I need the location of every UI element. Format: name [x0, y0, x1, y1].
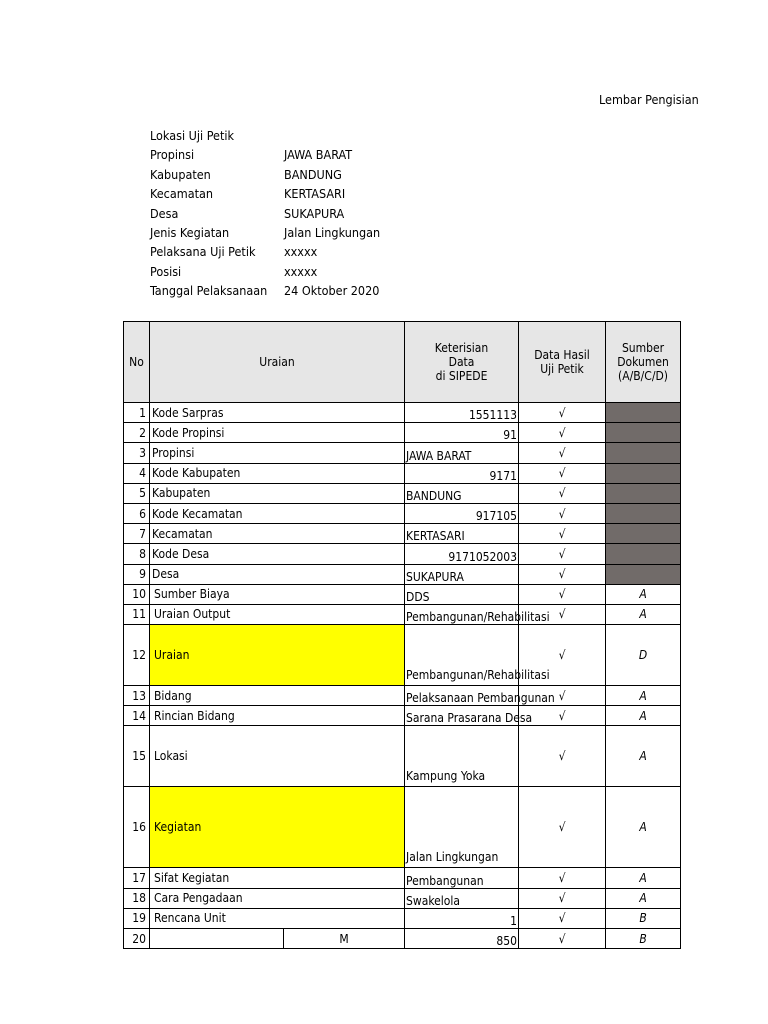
info-label: Jenis Kegiatan [150, 224, 230, 240]
row-no: 18 [124, 888, 150, 908]
page-title: Lembar Pengisian [599, 92, 699, 107]
row-sumber [606, 483, 681, 503]
row-keterisian: 9171052003 [405, 544, 519, 564]
row-no: 4 [124, 463, 150, 483]
info-label: Tanggal Pelaksanaan [150, 283, 268, 299]
row-uraian: Kabupaten [150, 483, 405, 503]
row-no: 17 [124, 868, 150, 888]
row-keterisian: BANDUNG [405, 483, 519, 503]
row-uraian: Bidang [150, 686, 405, 706]
row-check: √ [519, 604, 606, 624]
row-keterisian: Sarana Prasarana Desa [405, 706, 519, 726]
row-sumber [606, 463, 681, 483]
row-check: √ [519, 483, 606, 503]
row-uraian: Uraian Output [150, 604, 405, 624]
row-no: 15 [124, 726, 150, 787]
row-uraian: Kode Sarpras [150, 403, 405, 423]
row-check: √ [519, 908, 606, 928]
header-hasil-line2: Uji Petik [540, 362, 584, 376]
info-label: Desa [150, 205, 179, 221]
header-sumber-line1: Sumber [621, 341, 665, 355]
verification-table [123, 321, 681, 949]
header-hasil-line1: Data Hasil [534, 348, 590, 362]
row-no: 11 [124, 604, 150, 624]
row-check: √ [519, 706, 606, 726]
table-row [124, 686, 681, 706]
row-check: √ [519, 686, 606, 706]
row-keterisian: DDS [405, 584, 519, 604]
row-sumber: A [606, 584, 681, 604]
row-keterisian: Pelaksanaan Pembangunan [405, 686, 519, 706]
row-no: 5 [124, 483, 150, 503]
row-no: 8 [124, 544, 150, 564]
row-keterisian: 91 [405, 423, 519, 443]
row-check: √ [519, 544, 606, 564]
row-sumber: A [606, 706, 681, 726]
table-row [124, 908, 681, 928]
table-row [124, 463, 681, 483]
table-row [124, 868, 681, 888]
row-check: √ [519, 929, 606, 949]
row-sumber: A [606, 888, 681, 908]
info-value: KERTASARI [284, 186, 346, 202]
info-value: xxxxx [284, 263, 318, 279]
row-sumber: A [606, 604, 681, 624]
row-uraian: Kode Kecamatan [150, 503, 405, 523]
row-uraian: Kode Propinsi [150, 423, 405, 443]
row-no: 10 [124, 584, 150, 604]
row-sumber [606, 524, 681, 544]
row-sumber [606, 423, 681, 443]
info-value: BANDUNG [284, 166, 342, 182]
info-value: JAWA BARAT [284, 147, 353, 163]
row-keterisian: SUKAPURA [405, 564, 519, 584]
table-row [124, 584, 681, 604]
header-keterisian-line2: Data [448, 355, 475, 369]
row-keterisian: Kampung Yoka [405, 726, 519, 787]
header-uraian: Uraian [150, 322, 405, 403]
row-keterisian: Swakelola [405, 888, 519, 908]
info-label: Posisi [150, 263, 182, 279]
row-uraian: Sifat Kegiatan [150, 868, 405, 888]
header-row [124, 322, 681, 403]
table-row [124, 503, 681, 523]
header-no: No [124, 322, 150, 403]
table-row [124, 787, 681, 868]
table-row [124, 625, 681, 686]
row-sumber [606, 564, 681, 584]
table-row [124, 604, 681, 624]
info-label: Pelaksana Uji Petik [150, 244, 256, 260]
row-no: 9 [124, 564, 150, 584]
row-sumber [606, 503, 681, 523]
row-check: √ [519, 625, 606, 686]
row-uraian: Rincian Bidang [150, 706, 405, 726]
info-label: Kabupaten [150, 166, 211, 182]
info-label: Kecamatan [150, 186, 214, 202]
row-check: √ [519, 463, 606, 483]
row-check: √ [519, 787, 606, 868]
row-check: √ [519, 564, 606, 584]
row-check: √ [519, 403, 606, 423]
row-uraian: Cara Pengadaan [150, 888, 405, 908]
row-sumber [606, 544, 681, 564]
row-keterisian: Pembangunan [405, 868, 519, 888]
row-sumber: B [606, 929, 681, 949]
row-uraian: Kegiatan [150, 787, 405, 868]
row-check: √ [519, 503, 606, 523]
row-no: 14 [124, 706, 150, 726]
row-keterisian: Pembangunan/Rehabilitasi [405, 604, 519, 624]
row-sumber: D [606, 625, 681, 686]
row-keterisian: JAWA BARAT [405, 443, 519, 463]
row-keterisian: Jalan Lingkungan [405, 787, 519, 868]
header-keterisian [405, 322, 519, 403]
row-uraian [150, 929, 284, 949]
table-row [124, 423, 681, 443]
row-uraian: Kode Desa [150, 544, 405, 564]
row-check: √ [519, 423, 606, 443]
row-keterisian: 917105 [405, 503, 519, 523]
row-keterisian: KERTASARI [405, 524, 519, 544]
row-uraian: Desa [150, 564, 405, 584]
row-check: √ [519, 524, 606, 544]
table-row [124, 483, 681, 503]
info-value: xxxxx [284, 244, 318, 260]
row-uraian: Rencana Unit [150, 908, 405, 928]
row-check: √ [519, 443, 606, 463]
info-label: Propinsi [150, 147, 195, 163]
row-check: √ [519, 868, 606, 888]
row-keterisian: 9171 [405, 463, 519, 483]
row-uraian: Propinsi [150, 443, 405, 463]
row-check: √ [519, 726, 606, 787]
table-row [124, 443, 681, 463]
row-sumber: A [606, 787, 681, 868]
table-row [124, 524, 681, 544]
row-no: 3 [124, 443, 150, 463]
table-row [124, 403, 681, 423]
row-keterisian: Pembangunan/Rehabilitasi [405, 625, 519, 686]
table-row [124, 706, 681, 726]
row-check: √ [519, 888, 606, 908]
row-check: √ [519, 584, 606, 604]
row-uraian: Kecamatan [150, 524, 405, 544]
header-hasil [519, 322, 606, 403]
row-no: 16 [124, 787, 150, 868]
table-row [124, 544, 681, 564]
row-uraian: Sumber Biaya [150, 584, 405, 604]
row-sumber: B [606, 908, 681, 928]
row-uraian-sub: M [284, 929, 405, 949]
table-row [124, 564, 681, 584]
row-keterisian: 1 [405, 908, 519, 928]
row-no: 7 [124, 524, 150, 544]
row-sumber: A [606, 726, 681, 787]
info-heading: Lokasi Uji Petik [150, 128, 235, 143]
table-row [124, 726, 681, 787]
row-no: 13 [124, 686, 150, 706]
row-no: 12 [124, 625, 150, 686]
header-sumber [606, 322, 681, 403]
row-no: 1 [124, 403, 150, 423]
header-sumber-line3: (A/B/C/D) [618, 369, 669, 383]
table-row [124, 888, 681, 908]
row-keterisian: 1551113 [405, 403, 519, 423]
row-sumber [606, 443, 681, 463]
table-row [124, 929, 681, 949]
header-keterisian-line1: Keterisian [434, 341, 489, 355]
row-sumber [606, 403, 681, 423]
row-sumber: A [606, 686, 681, 706]
header-keterisian-line3: di SIPEDE [435, 369, 488, 383]
row-uraian: Lokasi [150, 726, 405, 787]
row-sumber: A [606, 868, 681, 888]
info-value: SUKAPURA [284, 205, 345, 221]
row-keterisian: 850 [405, 929, 519, 949]
row-no: 20 [124, 929, 150, 949]
row-uraian: Uraian [150, 625, 405, 686]
row-no: 6 [124, 503, 150, 523]
info-value: Jalan Lingkungan [284, 224, 381, 240]
row-no: 19 [124, 908, 150, 928]
row-no: 2 [124, 423, 150, 443]
header-sumber-line2: Dokumen [617, 355, 669, 369]
row-uraian: Kode Kabupaten [150, 463, 405, 483]
info-value: 24 Oktober 2020 [284, 283, 380, 299]
